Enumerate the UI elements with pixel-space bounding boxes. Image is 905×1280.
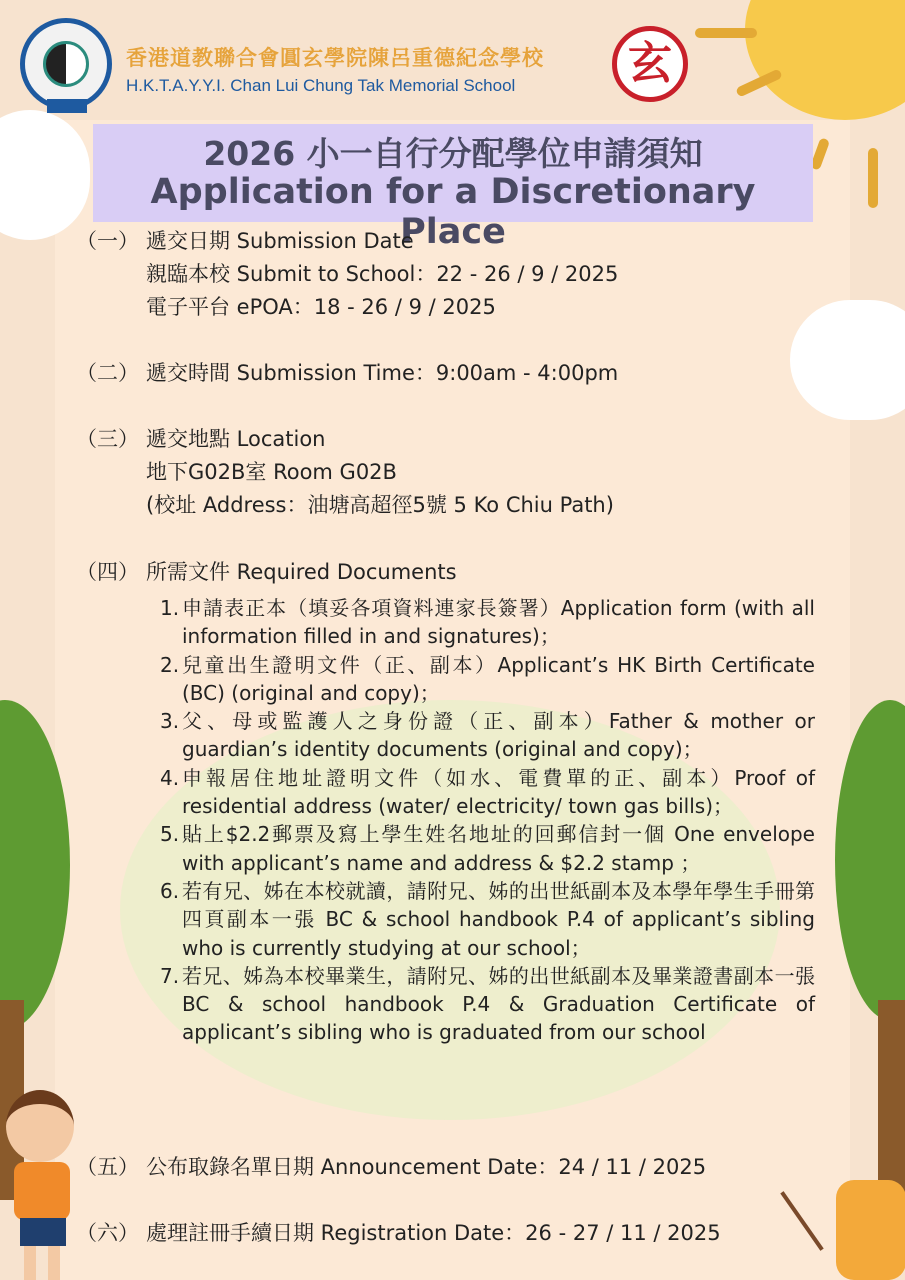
- section-heading: 遞交日期 Submission Date: [146, 229, 414, 253]
- list-item: 5. 貼上$2.2郵票及寫上學生姓名地址的回郵信封一個 One envelope with applicant’s name and address & $2.2 stamp ；: [160, 822, 815, 875]
- sun-ray: [695, 28, 757, 38]
- list-item: 1. 申請表正本（填妥各項資料連家長簽署）Application form (with all information filled in and signatures)；: [160, 596, 815, 649]
- title-en: Application for a Discretionary Place: [150, 172, 756, 252]
- list-item: 7. 若兄、姊為本校畢業生，請附兄、姊的出世紙副本及畢業證書副本一張BC & school handbook P.4 & Graduation Certificate of applicant’s sibling who is graduated from our school: [160, 963, 815, 1045]
- section-heading: 公布取錄名單日期 Announcement Date：24 / 11 / 2025: [146, 1155, 707, 1179]
- section-number: （二）: [76, 361, 139, 385]
- section-line: (校址 Address：油塘高超徑5號 5 Ko Chiu Path): [146, 493, 614, 517]
- section-line: 電子平台 ePOA：18 - 26 / 9 / 2025: [146, 295, 496, 319]
- school-name-en: H.K.T.A.Y.Y.I. Chan Lui Chung Tak Memorial School: [126, 76, 516, 95]
- list-item: 4. 申報居住地址證明文件（如水、電費單的正、副本）Proof of residential address (water/ electricity/ town gas bills)；: [160, 765, 815, 819]
- section-heading: 遞交地點 Location: [146, 427, 326, 451]
- backpack-illustration: [836, 1180, 905, 1280]
- section-line: 地下G02B室 Room G02B: [146, 460, 397, 484]
- school-emblem-logo: [20, 18, 112, 110]
- section-number: （三）: [76, 427, 139, 451]
- sun-decoration: [745, 0, 905, 120]
- organisation-logo: 玄: [612, 26, 688, 102]
- list-item: 2. 兒童出生證明文件（正、副本）Applicant’s HK Birth Certificate (BC) (original and copy)；: [160, 652, 815, 705]
- section-number: （五）: [76, 1155, 139, 1179]
- cloud-decoration: [790, 300, 905, 420]
- list-item: 6. 若有兄、姊在本校就讀，請附兄、姊的出世紙副本及本學年學生手冊第四頁副本一張 BC & school handbook P.4 of applicant’s sibling who is currently studying at our school；: [160, 878, 815, 960]
- tree-trunk: [878, 1000, 905, 1200]
- yin-yang-icon: [43, 41, 89, 87]
- title-zh: 2026 小一自行分配學位申請須知: [203, 134, 703, 173]
- section-heading: 遞交時間 Submission Time：9:00am - 4:00pm: [146, 361, 619, 385]
- section-heading: 處理註冊手續日期 Registration Date：26 - 27 / 11 / 2025: [146, 1221, 721, 1245]
- section-heading: 所需文件 Required Documents: [146, 560, 457, 584]
- documents-list: [160, 594, 815, 1047]
- section-number: （一）: [76, 229, 139, 253]
- list-item: 3. 父、母或監護人之身份證（正、副本）Father & mother or guardian’s identity documents (original and copy)；: [160, 709, 815, 762]
- emblem-ribbon: [47, 99, 87, 113]
- section-number: （六）: [76, 1221, 139, 1245]
- section-number: （四）: [76, 560, 139, 584]
- section-line: 親臨本校 Submit to School：22 - 26 / 9 / 2025: [146, 262, 619, 286]
- sun-ray: [868, 148, 878, 208]
- school-name-zh: 香港道教聯合會圓玄學院陳呂重德紀念學校: [126, 46, 544, 70]
